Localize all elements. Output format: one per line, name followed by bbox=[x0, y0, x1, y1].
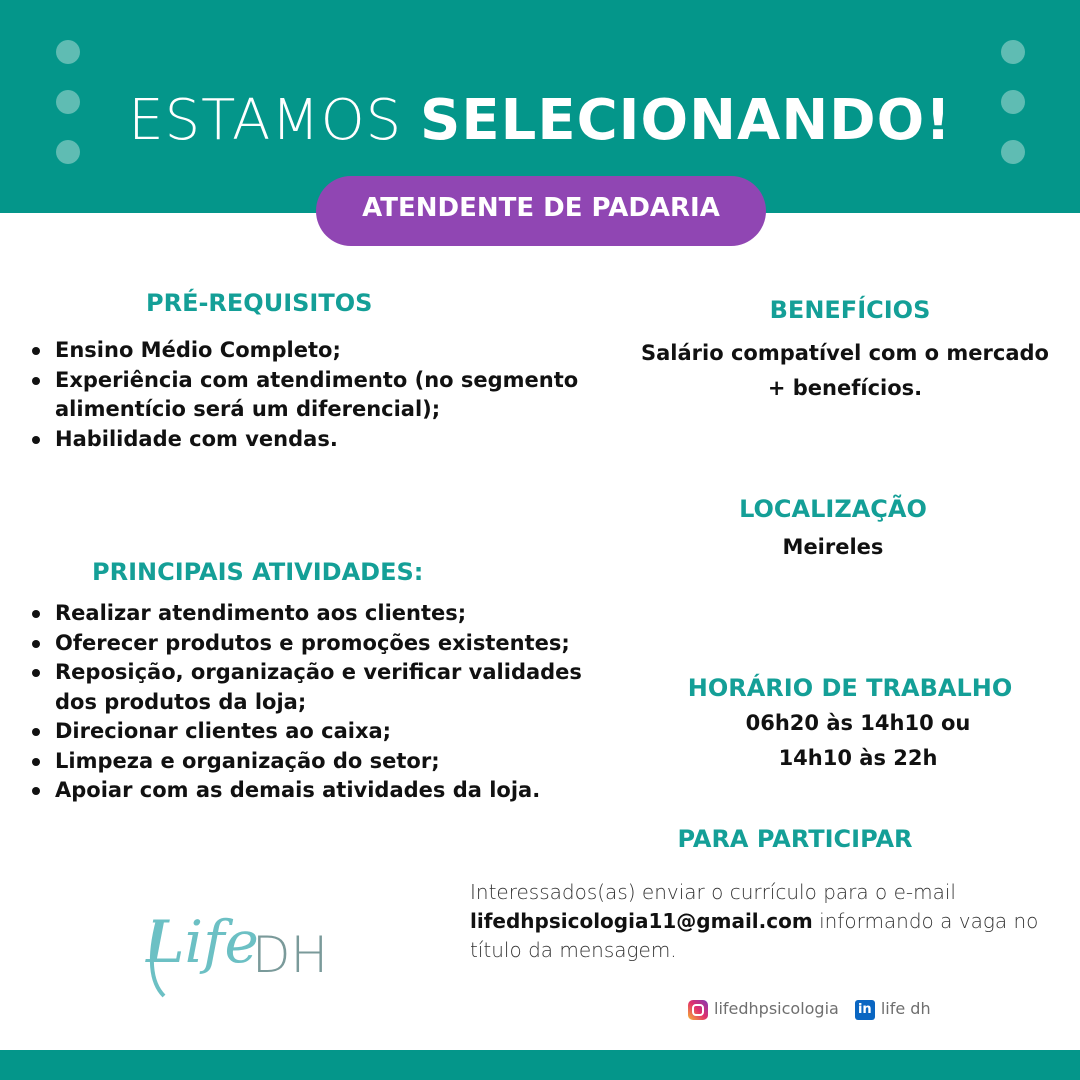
horario-text bbox=[628, 706, 1080, 776]
logo-caps-text: DH bbox=[252, 926, 329, 984]
headline-bold: SELECIONANDO! bbox=[420, 88, 952, 153]
list-item: Apoiar com as demais atividades da loja. bbox=[30, 776, 630, 806]
list-item: Realizar atendimento aos clientes; bbox=[30, 599, 630, 629]
localizacao-title: LOCALIZAÇÃO bbox=[739, 495, 927, 523]
participar-text-after: informando a vaga no título da mensagem. bbox=[470, 909, 1039, 962]
list-item: Direcionar clientes ao caixa; bbox=[30, 717, 630, 747]
lifedh-logo bbox=[140, 900, 360, 1000]
contact-email[interactable]: lifedhpsicologia11@gmail.com bbox=[470, 909, 813, 933]
linkedin-handle[interactable]: life dh bbox=[880, 999, 931, 1018]
horario-title: HORÁRIO DE TRABALHO bbox=[687, 674, 1013, 702]
beneficios-line2: + benefícios. bbox=[767, 376, 923, 400]
list-item: Experiência com atendimento (no segmento alimentício será um diferencial); bbox=[30, 366, 615, 425]
requisitos-list bbox=[30, 336, 620, 454]
footer-bar bbox=[0, 1050, 1080, 1080]
requisitos-title: PRÉ-REQUISITOS bbox=[146, 289, 373, 317]
horario-line2: 14h10 às 22h bbox=[778, 746, 938, 770]
headline bbox=[0, 86, 1080, 156]
list-item: Ensino Médio Completo; bbox=[30, 336, 620, 366]
logo-script-text: Life bbox=[146, 908, 259, 976]
position-badge: ATENDENTE DE PADARIA bbox=[316, 176, 766, 246]
participar-text-before: Interessados(as) enviar o currículo para o e-mail bbox=[470, 880, 956, 904]
instagram-icon bbox=[688, 1000, 708, 1020]
list-item: Oferecer produtos e promoções existentes; bbox=[30, 629, 630, 659]
atividades-list bbox=[30, 599, 630, 806]
instagram-handle[interactable]: lifedhpsicologia bbox=[714, 999, 839, 1018]
participar-text bbox=[470, 878, 1070, 965]
headline-light: ESTAMOS bbox=[128, 88, 403, 153]
list-item: Habilidade com vendas. bbox=[30, 425, 620, 455]
localizacao-value: Meireles bbox=[782, 535, 884, 559]
horario-line1: 06h20 às 14h10 ou bbox=[745, 711, 971, 735]
atividades-title: PRINCIPAIS ATIVIDADES: bbox=[92, 558, 424, 586]
participar-title: PARA PARTICIPAR bbox=[677, 825, 913, 853]
social-links bbox=[688, 997, 931, 1021]
list-item: Limpeza e organização do setor; bbox=[30, 747, 630, 777]
beneficios-line1: Salário compatível com o mercado bbox=[641, 341, 1049, 365]
list-item: Reposição, organização e verificar validades dos produtos da loja; bbox=[30, 658, 630, 717]
beneficios-title: BENEFÍCIOS bbox=[769, 296, 931, 324]
beneficios-text bbox=[615, 336, 1075, 406]
linkedin-icon: in bbox=[855, 1000, 875, 1020]
